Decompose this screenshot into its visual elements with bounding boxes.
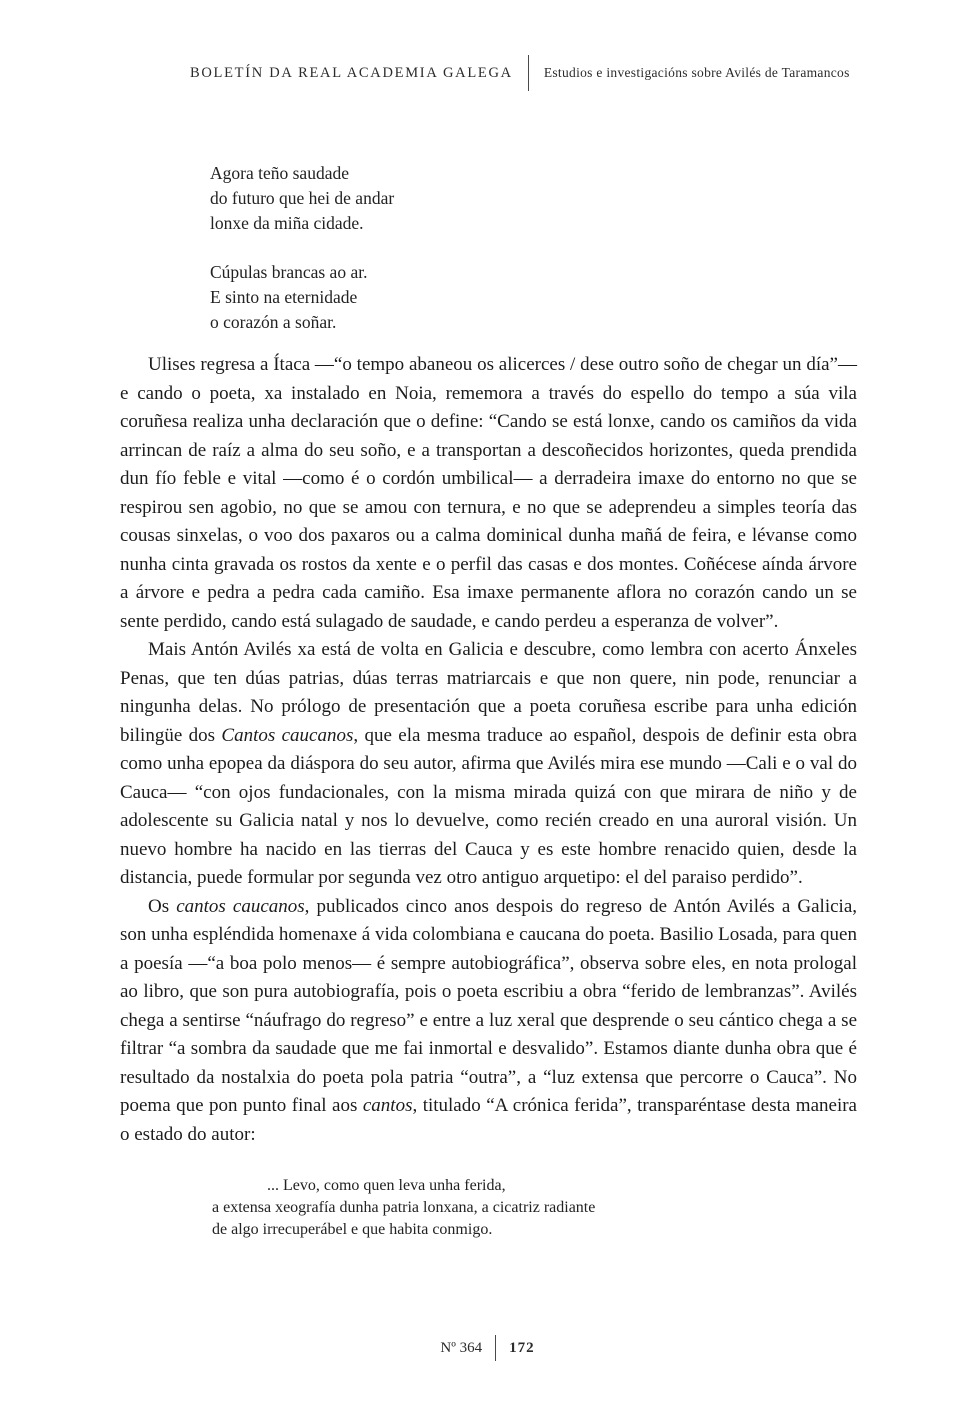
paragraph-ulises	[120, 351, 857, 636]
poem-line: a extensa xeografía dunha patria lonxana, a cicatriz radiante	[212, 1199, 596, 1216]
page-header	[190, 55, 975, 91]
poem-line: lonxe da miña cidade.	[210, 213, 364, 233]
poem-line: ... Levo, como quen leva unha ferida,	[267, 1177, 506, 1194]
paragraph-duas-patrias	[120, 636, 857, 893]
issue-number: Nº 364	[440, 1339, 483, 1356]
poem-stanza-2	[210, 260, 975, 335]
journal-title: BOLETÍN DA REAL ACADEMIA GALEGA	[190, 64, 513, 81]
text-segment: Mais Antón Avilés xa está de volta en Galicia e descubre, como lembra con acerto Ánxeles Penas, que ten dúas patrias, dúas terras matriarcais e que non quere, nin pode, renunciar a ningunha delas. No prólogo de presentación que a poeta coruñesa escribe para unha edición bilingüe dos	[120, 639, 857, 746]
italic-text-segment: cantos caucanos	[176, 895, 305, 917]
italic-text-segment: cantos	[362, 1095, 413, 1116]
closing-poem-quote	[212, 1175, 975, 1241]
poem-line: Cúpulas brancas ao ar.	[210, 262, 368, 282]
opening-poem-quote	[210, 161, 975, 335]
poem-line: do futuro que hei de andar	[210, 188, 395, 208]
text-segment: , titulado “A crónica ferida”, transparéntase desta maneira o estado do autor:	[120, 1095, 857, 1145]
text-segment: , que ela mesma traduce ao español, despois de definir esta obra como unha epopea da diáspora do seu autor, afirma que Avilés mira ese mundo —Cali e o val do Cauca— “con ojos fundacionales, con la misma mirada quizá con que mirara de niño y de adolescente su Galicia natal y nos lo devuelve, como recién creado en una auroral visión. Un nuevo hombre ha nacido en las tierras del Cauca y es este hombre renacido quien, desde la distancia, puede formular por segunda vez otro antiguo arquetipo: el del paraiso perdido”.	[120, 724, 857, 888]
poem-line: de algo irrecuperábel e que habita conmigo.	[212, 1221, 493, 1238]
paragraph-cantos-caucanos	[120, 893, 857, 1150]
poem-line: Agora teño saudade	[210, 163, 349, 183]
text-segment: Os	[148, 895, 177, 917]
poem-stanza-1	[210, 161, 975, 236]
italic-text-segment: Cantos caucanos	[221, 724, 354, 746]
text-segment: Ulises regresa a Ítaca —“o tempo abaneou os alicerces / dese outro soño de chegar un día”— e cando o poeta, xa instalado en Noia, rememora a través do espello do tempo a súa vila coruñesa realiza unha declaración que o define: “Cando se está lonxe, cando os camiños da vida arrincan de raíz a alma do seu soño, e a transportan a descoñecidos horizontes, queda prendida dun fío feble e vital —como é o cordón umbilical— a derradeira imaxe do entorno no que se respirou sen agobio, no que se amou con ternura, e no que se adeprendeu a simples teoría das cousas sinxelas, o voo dos paxaros ou a calma dominical dunha mañá de feira, e lévanse como nunha cinta gravada os rostos da xente e o perfil das casas e dos montes. Coñécese aínda árvore a árvore e pedra a pedra cada camiño. Esa imaxe permanente aflora no corazón cando un se sente perdido, cando está sulagado de saudade, e cando perdeu a esperanza de volver”.	[120, 354, 857, 632]
header-divider	[528, 55, 529, 91]
footer-divider	[495, 1335, 496, 1361]
page-number: 172	[509, 1339, 535, 1356]
article-body	[120, 351, 857, 1149]
poem-line: o corazón a soñar.	[210, 312, 337, 332]
poem-line: E sinto na eternidade	[210, 287, 358, 307]
text-segment: , publicados cinco anos despois do regreso de Antón Avilés a Galicia, son unha espléndida homenaxe á vida colombiana e caucana do poeta. Basilio Losada, para quen a poesía —“a boa polo menos— é sempre autobiográfica”, observa sobre eles, en nota prologal ao libro, que son pura autobiografía, pois o poeta escribiu a obra “ferido de lembranzas”. Avilés chega a sentirse “náufrago do regreso” e entre a luz xeral que desprende o seu cántico chega a se filtrar “a sombra da saudade que me fai inmortal e desvalido”. Estamos diante dunha obra que é resultado da nostalxia do poeta pola patria “outra”, a “luz extensa que percorre o Cauca”. No poema que pon punto final aos	[120, 895, 858, 1116]
section-title: Estudios e investigacións sobre Avilés de Taramancos	[543, 65, 850, 80]
page-footer	[0, 1335, 975, 1361]
